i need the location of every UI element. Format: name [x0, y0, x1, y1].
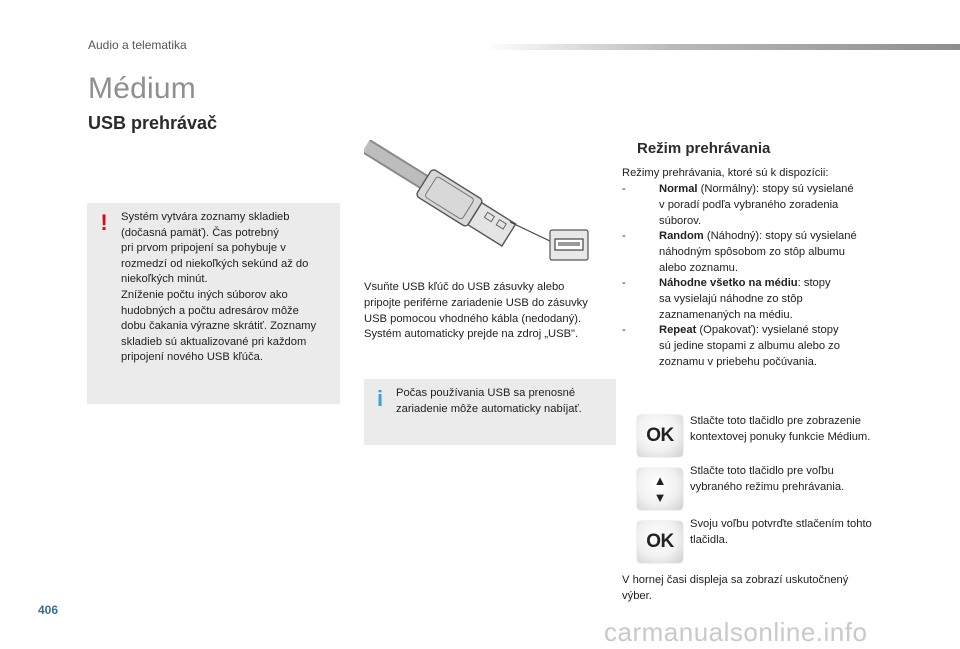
- list-item: - Repeat (Opakovať): vysielané stopy sú jedine stopami z albumu alebo zo zoznamu v priebehu počúvania.: [622, 324, 840, 368]
- page-number: 406: [38, 603, 59, 617]
- step-1-text: Stlačte toto tlačidlo pre zobrazenie kontextovej ponuky funkcie Médium.: [690, 415, 871, 443]
- list-item: - Náhodne všetko na médiu: stopy sa vysielajú náhodne zo stôp zaznamenaných na médiu.: [622, 277, 831, 321]
- up-down-arrows-icon: ▲ ▼: [637, 468, 683, 510]
- ok-button-icon: OK: [637, 415, 683, 457]
- header-divider: [484, 44, 960, 50]
- ok-button-icon: OK: [637, 521, 683, 563]
- list-item: - Normal (Normálny): stopy sú vysielané v poradí podľa vybraného zoradenia súborov.: [622, 183, 854, 227]
- page-title: Médium: [88, 72, 196, 105]
- step-3-text: Svoju voľbu potvrďte stlačením tohto tlačidla.: [690, 518, 872, 546]
- footer-text: V hornej časi displeja sa zobrazí uskutočnený výber.: [622, 574, 849, 602]
- step-2-text: Stlačte toto tlačidlo pre voľbu vybraného režimu prehrávania.: [690, 465, 845, 493]
- section-title: USB prehrávač: [88, 113, 218, 133]
- info-note-text: Počas používania USB sa prenosné zariadenie môže automaticky nabíjať.: [396, 387, 582, 415]
- playback-mode-title: Režim prehrávania: [637, 140, 771, 157]
- watermark: carmanualsonline.info: [604, 617, 868, 647]
- header-section-label: Audio a telematika: [88, 38, 187, 52]
- exclamation-icon: !: [100, 210, 108, 235]
- list-item: - Random (Náhodný): stopy sú vysielané náhodným spôsobom zo stôp albumu alebo zoznamu.: [622, 230, 857, 274]
- usb-plug-illustration: [364, 140, 594, 272]
- playback-mode-intro: Režimy prehrávania, ktoré sú k dispozícii:: [622, 167, 829, 179]
- warning-note-text: Systém vytvára zoznamy skladieb (dočasná pamäť). Čas potrebný pri prvom pripojení sa pohybuje v rozmedzí od niekoľkých sekúnd až do niekoľkých minút. Zníženie počtu iných súborov ako hudobných a počtu adresárov môže dobu čakania výrazne skrátiť. Zoznamy skladieb sú aktualizované pri každom pripojení nového USB kľúča.: [121, 211, 317, 364]
- usb-instruction-text: Vsuňte USB kľúč do USB zásuvky alebo pripojte periférne zariadenie USB do zásuvky USB pomocou vhodného kábla (nedodaný). Systém automaticky prejde na zdroj „USB".: [364, 281, 588, 341]
- info-icon: i: [376, 386, 384, 411]
